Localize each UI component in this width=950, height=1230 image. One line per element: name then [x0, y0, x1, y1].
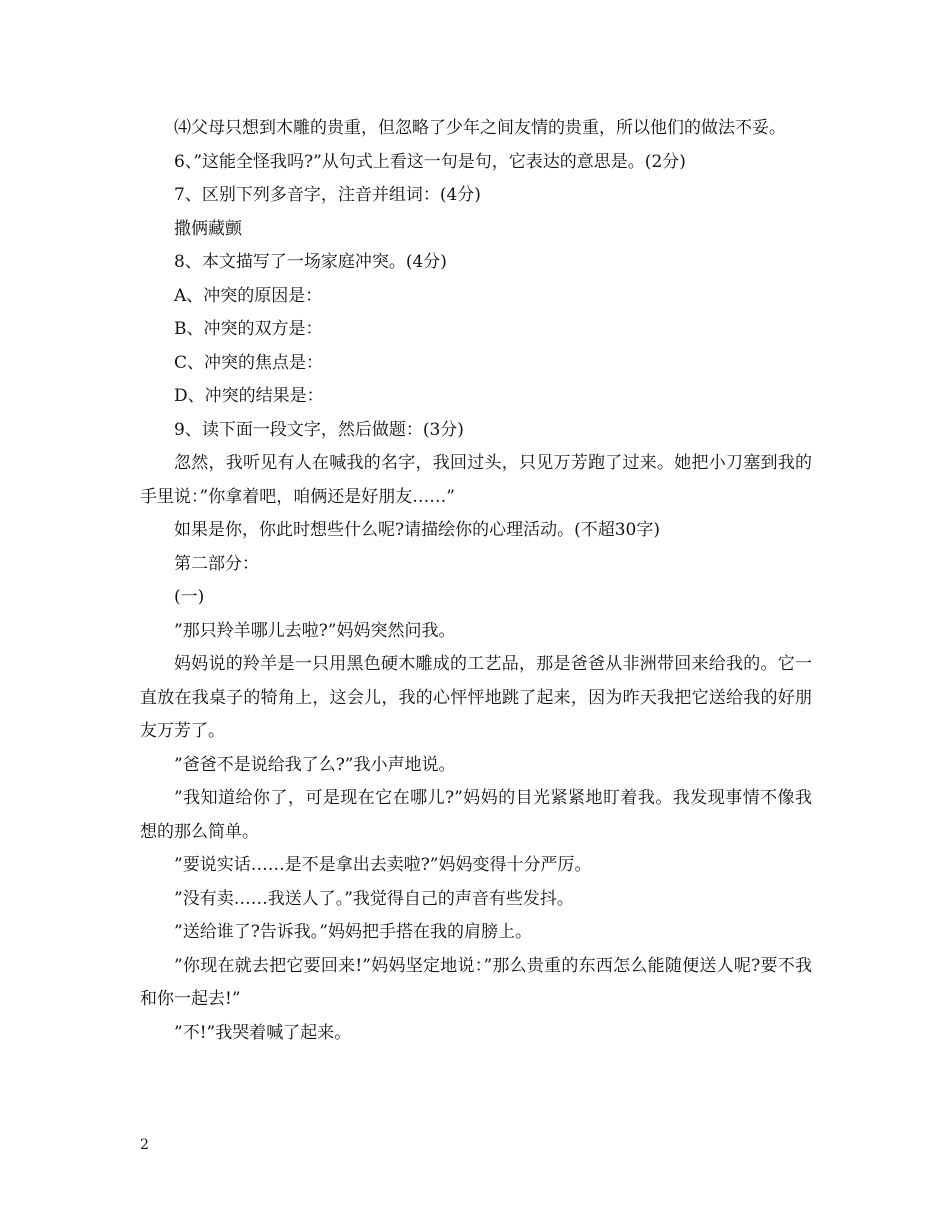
story-paragraph: ”你现在就去把它要回来!”妈妈坚定地说：”那么贵重的东西怎么能随便送人呢?要不我和你一起去!” [140, 955, 812, 1009]
document-body [140, 112, 812, 1050]
paragraph-q6: 6、”这能全怪我吗?”从句式上看这一句是句，它表达的意思是。(2分) [174, 151, 686, 172]
paragraph-q4-answer: ⑷父母只想到木雕的贵重，但忽略了少年之间友情的贵重，所以他们的做法不妥。 [174, 118, 786, 138]
paragraph-q7-chars: 撒俩藏颤 [174, 218, 242, 239]
story-paragraph: ”要说实话……是不是拿出去卖啦?”妈妈变得十分严厉。 [174, 855, 592, 875]
paragraph-q8: 8、本文描写了一场家庭冲突。(4分) [174, 252, 447, 272]
paragraph-q9-passage: 忽然，我听见有人在喊我的名字，我回过头，只见万芳跑了过来。她把小刀塞到我的手里说：”你拿着吧，咱俩还是好朋友……” [140, 453, 812, 507]
story-paragraph: ”送给谁了?告诉我。”妈妈把手搭在我的肩膀上。 [174, 922, 532, 942]
section-heading-one: (一) [174, 587, 205, 607]
paragraph-q8-b: B、冲突的双方是： [174, 319, 323, 339]
paragraph-q8-a: A、冲突的原因是： [174, 285, 323, 306]
section-heading-part-two: 第二部分： [174, 553, 259, 574]
story-paragraph: 妈妈说的羚羊是一只用黑色硬木雕成的工艺品，那是爸爸从非洲带回来给我的。它一直放在我桌子的犄角上，这会儿，我的心怦怦地跳了起来，因为昨天我把它送给我的好朋友万芳了。 [140, 654, 812, 741]
paragraph-q8-d: D、冲突的结果是： [174, 386, 324, 406]
paragraph-q8-c: C、冲突的焦点是： [174, 352, 324, 373]
paragraph-q7: 7、区别下列多音字，注音并组词：(4分) [174, 185, 481, 205]
story-paragraph: ”我知道给你了，可是现在它在哪儿?”妈妈的目光紧紧地盯着我。我发现事情不像我想的那么简单。 [140, 788, 812, 842]
story-paragraph: ”那只羚羊哪儿去啦?”妈妈突然问我。 [174, 620, 456, 641]
story-paragraph: ”不!”我哭着喊了起来。 [174, 1022, 352, 1043]
page-number: 2 [140, 1137, 149, 1153]
story-paragraph: ”没有卖……我送人了。”我觉得自己的声音有些发抖。 [174, 888, 574, 909]
story-paragraph: ”爸爸不是说给我了么?”我小声地说。 [174, 754, 456, 775]
paragraph-q9-prompt: 如果是你，你此时想些什么呢?请描绘你的心理活动。(不超30字) [174, 520, 661, 540]
paragraph-q9: 9、读下面一段文字，然后做题：(3分) [174, 419, 464, 440]
